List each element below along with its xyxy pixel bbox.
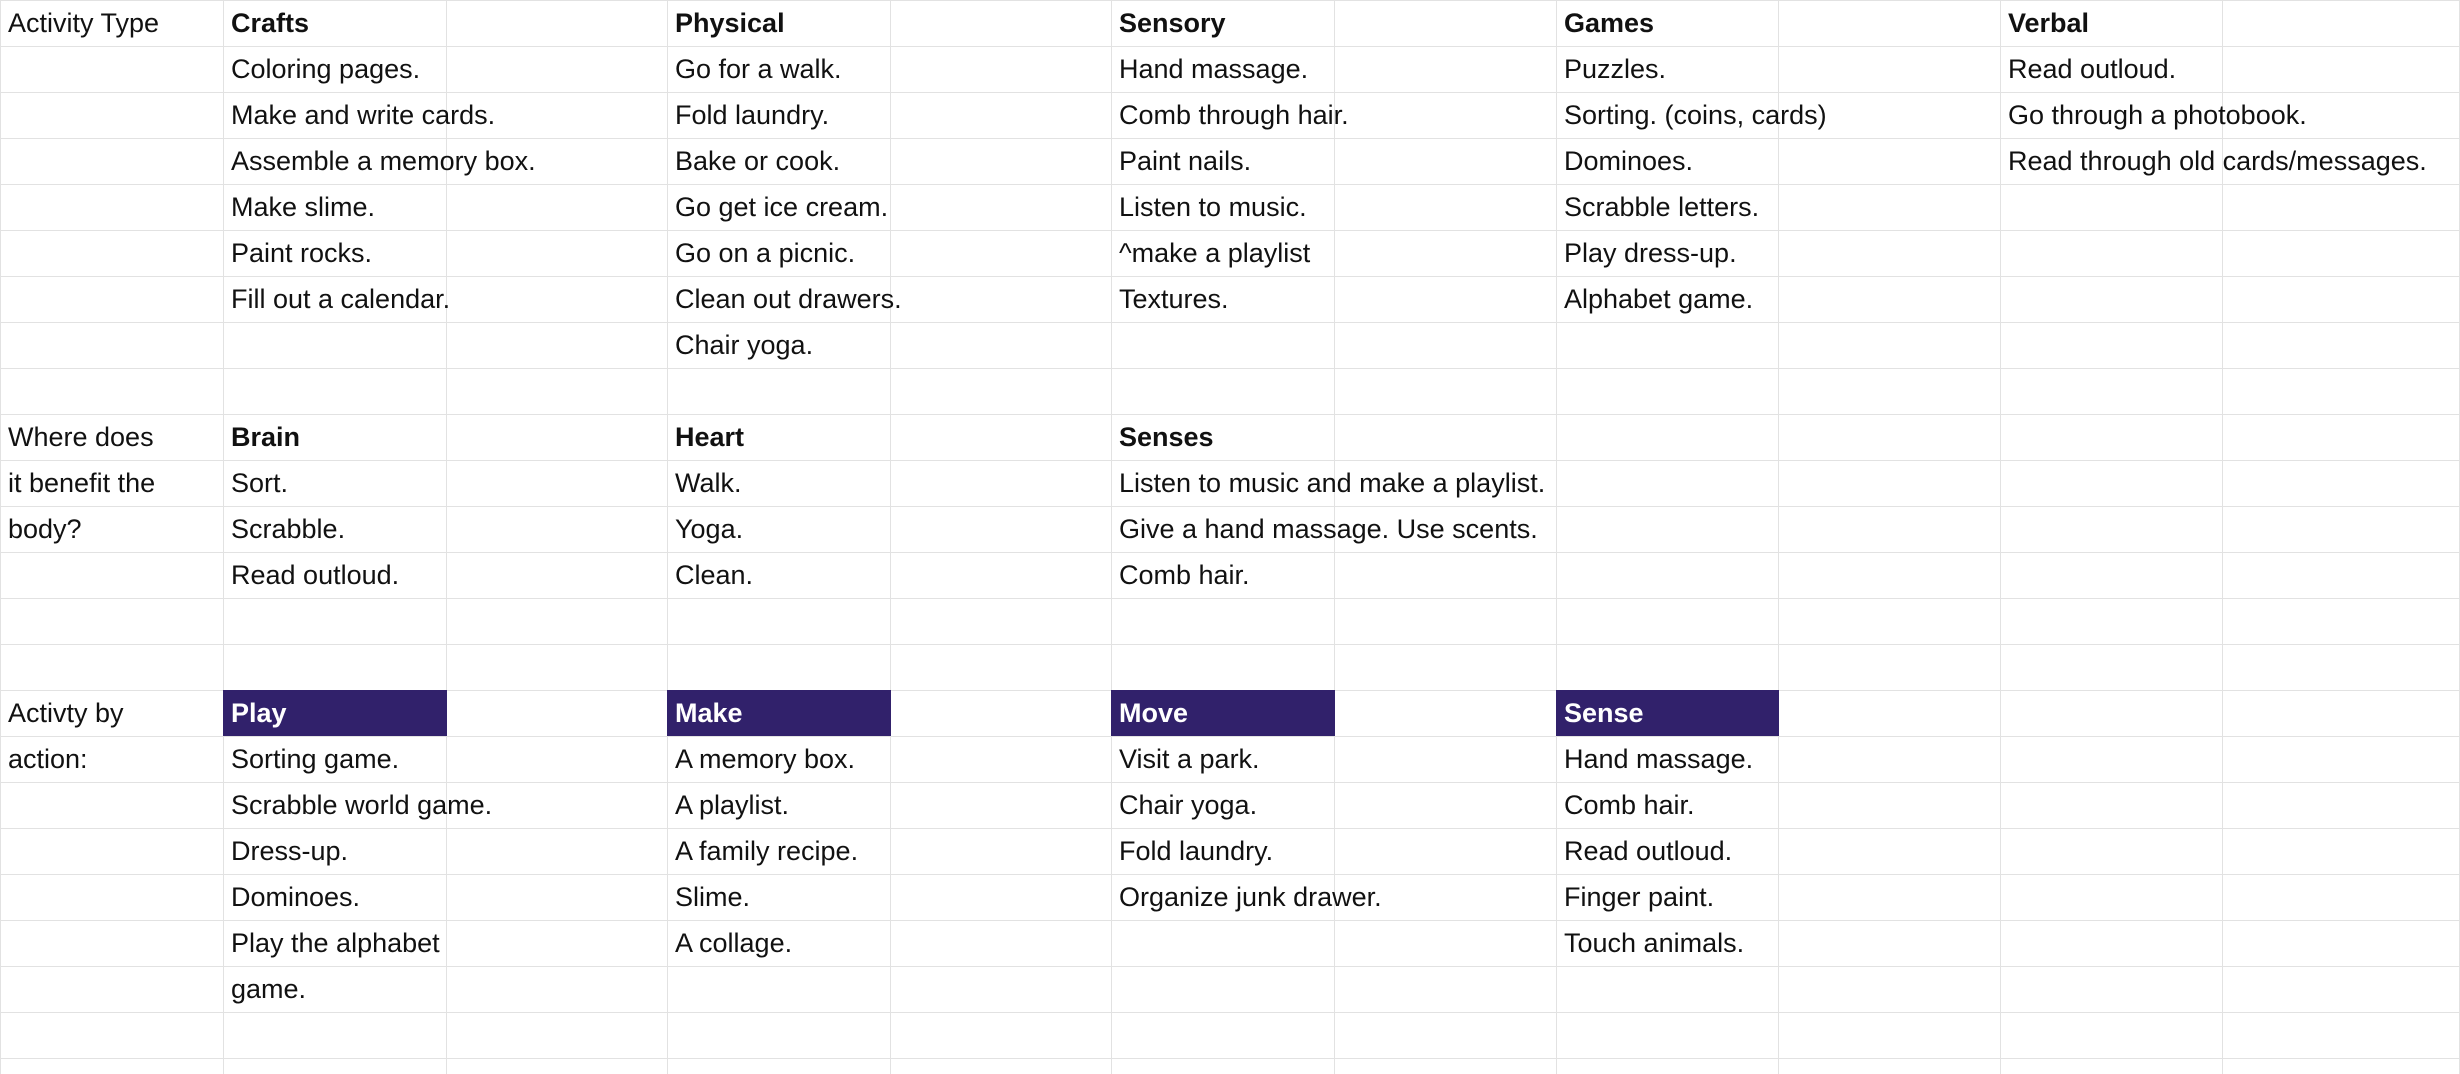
heart-item[interactable]: Clean. [675,560,754,590]
grid-line [0,966,2460,967]
brain-item[interactable]: Scrabble. [231,514,346,544]
senses-item[interactable]: Give a hand massage. Use scents. [1119,514,1538,544]
activity-type-label[interactable]: Activity Type [8,8,160,38]
brain-item[interactable]: Read outloud. [231,560,400,590]
play-item[interactable]: Scrabble world game. [231,790,493,820]
physical-item[interactable]: Go for a walk. [675,54,842,84]
play-item[interactable]: Dominoes. [231,882,361,912]
crafts-item[interactable]: Make slime. [231,192,376,222]
games-header[interactable]: Games [1564,8,1655,38]
sensory-item[interactable]: Textures. [1119,284,1229,314]
grid-line [0,644,2460,645]
verbal-header[interactable]: Verbal [2008,8,2090,38]
senses-item[interactable]: Listen to music and make a playlist. [1119,468,1546,498]
move-header[interactable]: Move [1111,690,1335,736]
benefit-label[interactable]: body? [8,514,82,544]
grid-line [0,0,2460,1]
benefit-label[interactable]: Where does [8,422,154,452]
grid-line [0,1058,2460,1059]
make-item[interactable]: Slime. [675,882,751,912]
sense-item[interactable]: Comb hair. [1564,790,1695,820]
sense-item[interactable]: Touch animals. [1564,928,1745,958]
games-item[interactable]: Scrabble letters. [1564,192,1760,222]
action-label[interactable]: action: [8,744,88,774]
games-item[interactable]: Sorting. (coins, cards) [1564,100,1827,130]
benefit-label[interactable]: it benefit the [8,468,156,498]
heart-item[interactable]: Walk. [675,468,742,498]
heart-header[interactable]: Heart [675,422,745,452]
brain-header[interactable]: Brain [231,422,301,452]
physical-item[interactable]: Bake or cook. [675,146,841,176]
make-item[interactable]: A family recipe. [675,836,859,866]
sensory-item[interactable]: Paint nails. [1119,146,1252,176]
senses-header[interactable]: Senses [1119,422,1214,452]
physical-item[interactable]: Chair yoga. [675,330,814,360]
sensory-item[interactable]: Listen to music. [1119,192,1307,222]
grid-line [890,0,891,1074]
games-item[interactable]: Dominoes. [1564,146,1694,176]
senses-item[interactable]: Comb hair. [1119,560,1250,590]
crafts-item[interactable]: Fill out a calendar. [231,284,451,314]
crafts-header[interactable]: Crafts [231,8,310,38]
make-item[interactable]: A playlist. [675,790,790,820]
crafts-item[interactable]: Make and write cards. [231,100,496,130]
move-item[interactable]: Chair yoga. [1119,790,1258,820]
grid-line [0,368,2460,369]
move-item[interactable]: Organize junk drawer. [1119,882,1382,912]
physical-item[interactable]: Clean out drawers. [675,284,902,314]
move-item[interactable]: Visit a park. [1119,744,1260,774]
grid-line [0,598,2460,599]
heart-item[interactable]: Yoga. [675,514,744,544]
play-item[interactable]: Play the alphabet [231,928,440,958]
sense-item[interactable]: Hand massage. [1564,744,1754,774]
physical-item[interactable]: Fold laundry. [675,100,830,130]
physical-item[interactable]: Go get ice cream. [675,192,889,222]
physical-header[interactable]: Physical [675,8,785,38]
action-label[interactable]: Activty by [8,698,124,728]
verbal-item[interactable]: Read through old cards/messages. [2008,146,2427,176]
play-item[interactable]: game. [231,974,307,1004]
crafts-item[interactable]: Assemble a memory box. [231,146,536,176]
crafts-item[interactable]: Paint rocks. [231,238,373,268]
brain-item[interactable]: Sort. [231,468,289,498]
games-item[interactable]: Play dress-up. [1564,238,1737,268]
sense-header[interactable]: Sense [1556,690,1779,736]
grid-line [0,322,2460,323]
verbal-item[interactable]: Go through a photobook. [2008,100,2307,130]
physical-item[interactable]: Go on a picnic. [675,238,856,268]
make-header[interactable]: Make [667,690,891,736]
play-header[interactable]: Play [223,690,447,736]
sense-item[interactable]: Read outloud. [1564,836,1733,866]
games-item[interactable]: Alphabet game. [1564,284,1754,314]
sense-item[interactable]: Finger paint. [1564,882,1715,912]
sensory-item[interactable]: Comb through hair. [1119,100,1349,130]
crafts-item[interactable]: Coloring pages. [231,54,421,84]
grid-line [0,414,2460,415]
grid-line [0,1012,2460,1013]
play-item[interactable]: Sorting game. [231,744,400,774]
play-item[interactable]: Dress-up. [231,836,349,866]
games-item[interactable]: Puzzles. [1564,54,1667,84]
verbal-item[interactable]: Read outloud. [2008,54,2177,84]
sensory-item[interactable]: ^make a playlist [1119,238,1311,268]
sensory-item[interactable]: Hand massage. [1119,54,1309,84]
move-item[interactable]: Fold laundry. [1119,836,1274,866]
sensory-header[interactable]: Sensory [1119,8,1226,38]
grid-line [1778,0,1779,1074]
make-item[interactable]: A collage. [675,928,793,958]
make-item[interactable]: A memory box. [675,744,856,774]
